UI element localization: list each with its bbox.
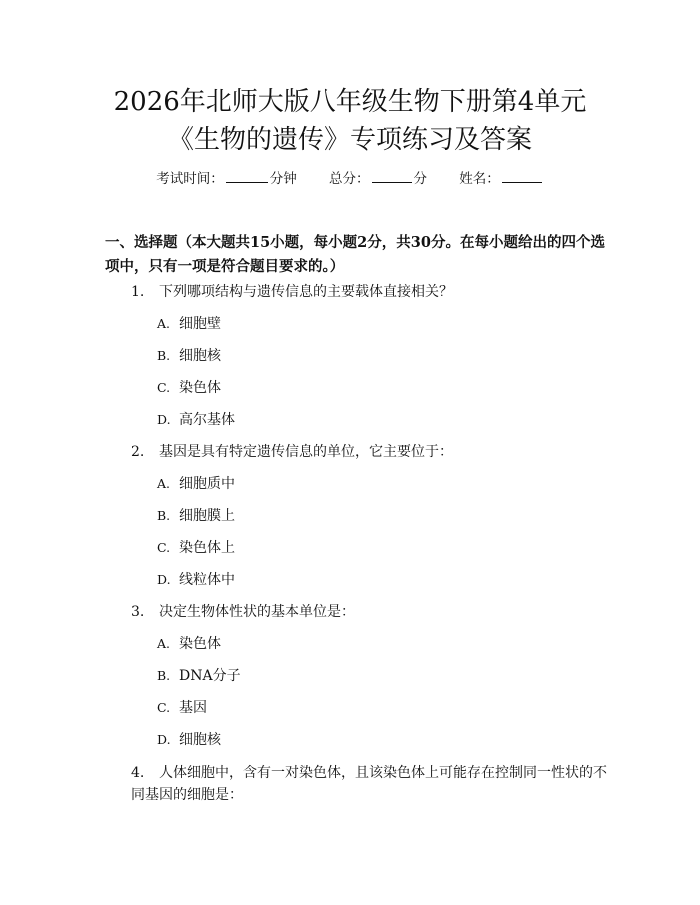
question-4-line1 — [131, 762, 607, 784]
question-4 — [131, 762, 607, 806]
question-2-option-c[interactable]: C. 染色体上 — [157, 540, 235, 556]
question-3-option-a[interactable]: A. 染色体 — [157, 636, 221, 652]
question-2-option-b[interactable]: B. 细胞膜上 — [157, 508, 235, 524]
exam-info — [0, 168, 700, 189]
exam-time-label: 考试时间： — [156, 171, 224, 187]
question-1-option-a[interactable]: A. 细胞壁 — [157, 316, 221, 332]
question-2-option-a[interactable]: A. 细胞质中 — [157, 476, 235, 492]
exam-time-blank[interactable] — [226, 168, 268, 183]
total-score-blank[interactable] — [372, 168, 412, 183]
question-1 — [131, 282, 601, 302]
total-score — [329, 168, 427, 189]
question-text: 基因是具有特定遗传信息的单位，它主要位于： — [159, 444, 453, 460]
question-number: 2. — [131, 444, 145, 460]
question-3 — [131, 602, 601, 622]
question-3-option-d[interactable]: D. 细胞核 — [157, 732, 221, 748]
exam-time-unit: 分钟 — [269, 171, 297, 187]
question-number: 3. — [131, 604, 145, 620]
student-name-label: 姓名： — [459, 171, 500, 187]
question-4-line2: 同基因的细胞是： — [131, 787, 243, 803]
section-heading: 一、选择题（本大题共15小题，每小题2分，共30分。在每小题给出的四个选项中，只有一项是符合题目要求的。） — [105, 234, 605, 275]
question-3-option-c[interactable]: C. 基因 — [157, 700, 207, 716]
question-text: 人体细胞中，含有一对染色体，且该染色体上可能存在控制同一性状的不 — [159, 765, 607, 781]
page-title-line2: 《生物的遗传》专项练习及答案 — [167, 125, 532, 155]
question-1-option-b[interactable]: B. 细胞核 — [157, 348, 221, 364]
question-text: 下列哪项结构与遗传信息的主要载体直接相关？ — [159, 284, 453, 300]
student-name-blank[interactable] — [502, 168, 542, 183]
question-2-option-d[interactable]: D. 线粒体中 — [157, 572, 235, 588]
question-3-option-b[interactable]: B. DNA分子 — [157, 668, 241, 684]
question-number: 4. — [131, 765, 145, 781]
exam-time — [156, 168, 297, 189]
total-score-label: 总分： — [329, 171, 370, 187]
student-name — [459, 168, 544, 189]
question-text: 决定生物体性状的基本单位是： — [159, 604, 355, 620]
question-1-option-d[interactable]: D. 高尔基体 — [157, 412, 235, 428]
page-title-line1: 2026年北师大版八年级生物下册第4单元 — [113, 87, 587, 117]
question-2 — [131, 442, 601, 462]
question-number: 1. — [131, 284, 145, 300]
question-1-option-c[interactable]: C. 染色体 — [157, 380, 221, 396]
total-score-unit: 分 — [413, 171, 427, 187]
